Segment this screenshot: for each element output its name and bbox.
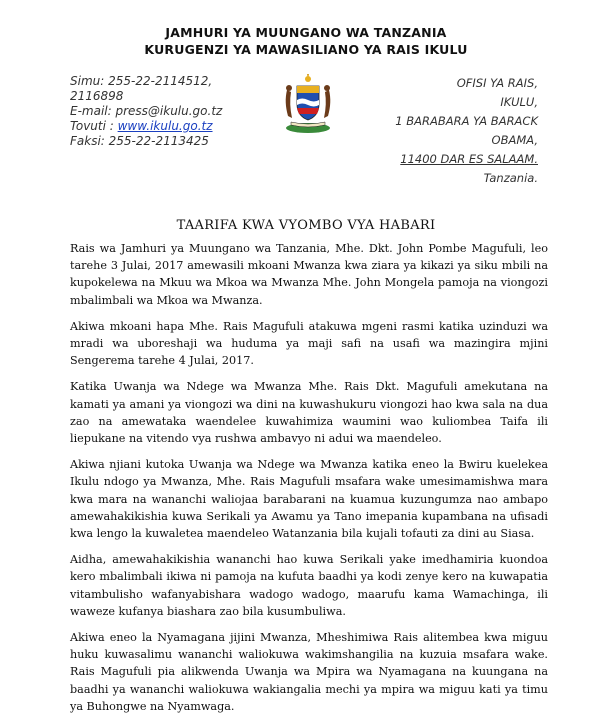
phone-text-2: 2116898 — [70, 89, 124, 103]
document-body — [70, 240, 548, 724]
paragraph: Aidha, amewahakikishia wananchi hao kuwa Serikali yake imedhamiria kuondoa kero mbalimbali ikiwa ni pamoja na kufuta baadhi ya kodi zenye kero na kuwapatia vitambulisho wafanyabishara wadogo wadogo, maarufu kama Wamachinga, ili waweze kufanya biashara zao bila kusumbuliwa. — [70, 553, 548, 618]
address-line-5: 11400 DAR ES SALAAM. — [400, 152, 538, 166]
phone-text: Simu: 255-22-2114512, — [70, 74, 213, 88]
letterhead-line-1: JAMHURI YA MUUNGANO WA TANZANIA — [165, 25, 447, 40]
address-line-3: 1 BARABARA YA BARACK — [395, 114, 538, 128]
address-line-2: IKULU, — [500, 95, 538, 109]
address-line-4: OBAMA, — [491, 133, 538, 147]
paragraph: Akiwa eneo la Nyamagana jijini Mwanza, Mheshimiwa Rais alitembea kwa miguu huku kuwasalimu wananchi waliokuwa wakimshangilia na kuzuia msafara wake. Rais Magufuli pia alikwenda Uwanja wa Mpira wa Nyamagana na kuungana na baadhi ya wananchi waliokuwa wakiangalia mechi ya mpira wa miguu kati ya timu ya Buhongwe na Nyamwaga. — [70, 631, 548, 713]
website-link[interactable]: www.ikulu.go.tz — [117, 119, 213, 133]
address-line-6: Tanzania. — [483, 171, 538, 185]
website-label: Tovuti : — [70, 119, 118, 133]
paragraph: Akiwa njiani kutoka Uwanja wa Ndege wa Mwanza katika eneo la Bwiru kuelekea Ikulu ndogo ya Mwanza, Mhe. Rais Magufuli msafara wake umesimamishwa mara kwa mara na wananchi waliojaa barabarani na kuamua kuzungumza nao ambapo amewahakikishia kuwa Serikali ya Awamu ya Tano imepania kupambana na ufisadi kwa lengo la kuwaletea maendeleo Watanzania bila kujali tofauti za dini au Siasa. — [70, 458, 548, 541]
website-line — [70, 119, 222, 134]
paragraph: Katika Uwanja wa Ndege wa Mwanza Mhe. Rais Dkt. Magufuli amekutana na kamati ya amani ya viongozi wa dini na kuwashukuru viongozi hao kwa sala na dua zao na amewataka waendelee kuwahimiza waumini wao kuliombea Taifa ili liepukane na vitendo vya rushwa ambavyo ni adui wa maendeleo. — [70, 380, 548, 446]
address-line-1: OFISI YA RAIS, — [456, 76, 538, 90]
office-address — [395, 74, 538, 188]
letterhead — [0, 24, 612, 58]
letterhead-line-2: KURUGENZI YA MAWASILIANO YA RAIS IKULU — [144, 42, 468, 57]
contact-details — [70, 74, 222, 149]
fax-text: Faksi: 255-22-2113425 — [70, 134, 209, 148]
paragraph: Akiwa mkoani hapa Mhe. Rais Magufuli atakuwa mgeni rasmi katika uzinduzi wa mradi wa uboreshaji wa huduma ya maji safi na usafi wa mazingira mjini Sengerema tarehe 4 Julai, 2017. — [70, 319, 548, 368]
paragraph: Rais wa Jamhuri ya Muungano wa Tanzania, Mhe. Dkt. John Pombe Magufuli, leo tarehe 3 Julai, 2017 amewasili mkoani Mwanza kwa ziara ya kikazi ya siku mbili na kupokelewa na Mkuu wa Mkoa wa Mwanza Mhe. John Mongela pamoja na viongozi mbalimbali wa Mkoa wa Mwanza. — [70, 242, 548, 307]
coat-of-arms-icon — [275, 70, 341, 136]
email-text: E-mail: press@ikulu.go.tz — [70, 104, 223, 118]
document-title: TAARIFA KWA VYOMBO VYA HABARI — [176, 218, 436, 233]
